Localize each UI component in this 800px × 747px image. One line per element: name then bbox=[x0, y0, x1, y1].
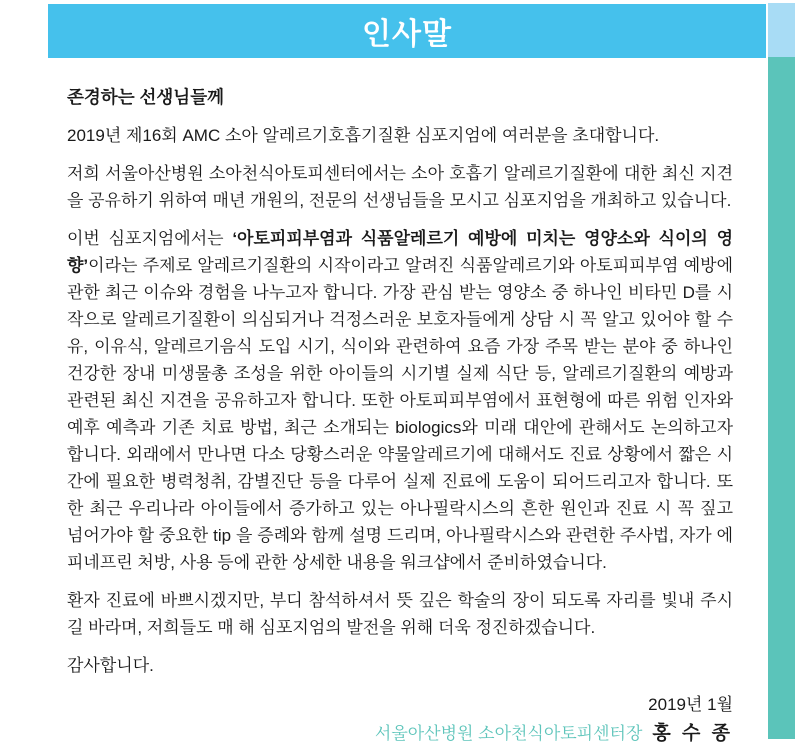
signature-name: 홍 수 종 bbox=[652, 723, 733, 744]
letter-body bbox=[67, 84, 733, 747]
section-header bbox=[48, 4, 766, 58]
signature-line bbox=[67, 720, 733, 747]
date-line: 2019년 1월 bbox=[648, 695, 733, 714]
topic-emphasis: ‘아토피피부염과 식품알레르기 예방에 미치는 영양소와 식이의 영향’ bbox=[67, 229, 733, 275]
paragraph-symposium-topics bbox=[67, 225, 733, 576]
paragraph-invitation: 2019년 제16회 AMC 소아 알레르기호흡기질환 심포지엄에 여러분을 초대합니다. bbox=[67, 126, 660, 145]
side-accent-bar bbox=[768, 57, 795, 739]
paragraph-center-intro: 저희 서울아산병원 소아천식아토피센터에서는 소아 호흡기 알레르기질환에 대한 최신 지견을 공유하기 위하여 매년 개원의, 전문의 선생님들을 모시고 심포지엄을 개최하고 있습니다. bbox=[67, 164, 733, 210]
topic-pre-text: 이번 심포지엄에서는 bbox=[67, 229, 233, 248]
page-title: 인사말 bbox=[362, 18, 452, 51]
corner-accent-block bbox=[768, 3, 795, 57]
paragraph-thanks: 감사합니다. bbox=[67, 656, 154, 675]
topic-post-text: 이라는 주제로 알레르기질환의 시작이라고 알려진 식품알레르기와 아토피피부염 예방에 관한 최근 이슈와 경험을 나누고자 합니다. 가장 관심 받는 영양소 중 하나인 비타민 D를 시작으로 알레르기질환이 의심되거나 걱정스러운 보호자들에게 상담 시 꼭 알고 있어야 할 수유, 이유식, 알레르기음식 도입 시기, 식이와 관련하여 요즘 가장 주목 받는 분야 중 하나인 건강한 장내 미생물총 조성을 위한 아이들의 시기별 실제 식단 등, 알레르기질환의 예방과 관련된 최신 지견을 공유하고자 합니다. 또한 아토피피부염에서 표현형에 따른 위험 인자와 예후 예측과 기존 치료 방법, 최근 소개되는 biologics와 미래 대안에 관해서도 논의하고자 합니다. 외래에서 만나면 다소 당황스러운 약물알레르기에 대해서도 진료 상황에서 짧은 시간에 필요한 병력청취, 감별진단 등을 다루어 실제 진료에 도움이 되어드리고자 합니다. 또한 최근 우리나라 아이들에서 증가하고 있는 아나필락시스의 흔한 원인과 진료 시 꼭 짚고 넘어가야 할 중요한 tip 을 증례와 함께 설명 드리며, 아나필락시스와 관련한 주사법, 자가 에피네프린 처방, 사용 등에 관한 상세한 내용을 워크샵에서 준비하였습니다. bbox=[67, 256, 733, 572]
signature-affiliation: 서울아산병원 소아천식아토피센터장 bbox=[374, 724, 643, 743]
paragraph-closing: 환자 진료에 바쁘시겠지만, 부디 참석하셔서 뜻 깊은 학술의 장이 되도록 자리를 빛내 주시길 바라며, 저희들도 매 해 심포지엄의 발전을 위해 더욱 정진하겠습니다. bbox=[67, 591, 733, 637]
salutation: 존경하는 선생님들께 bbox=[67, 87, 225, 107]
